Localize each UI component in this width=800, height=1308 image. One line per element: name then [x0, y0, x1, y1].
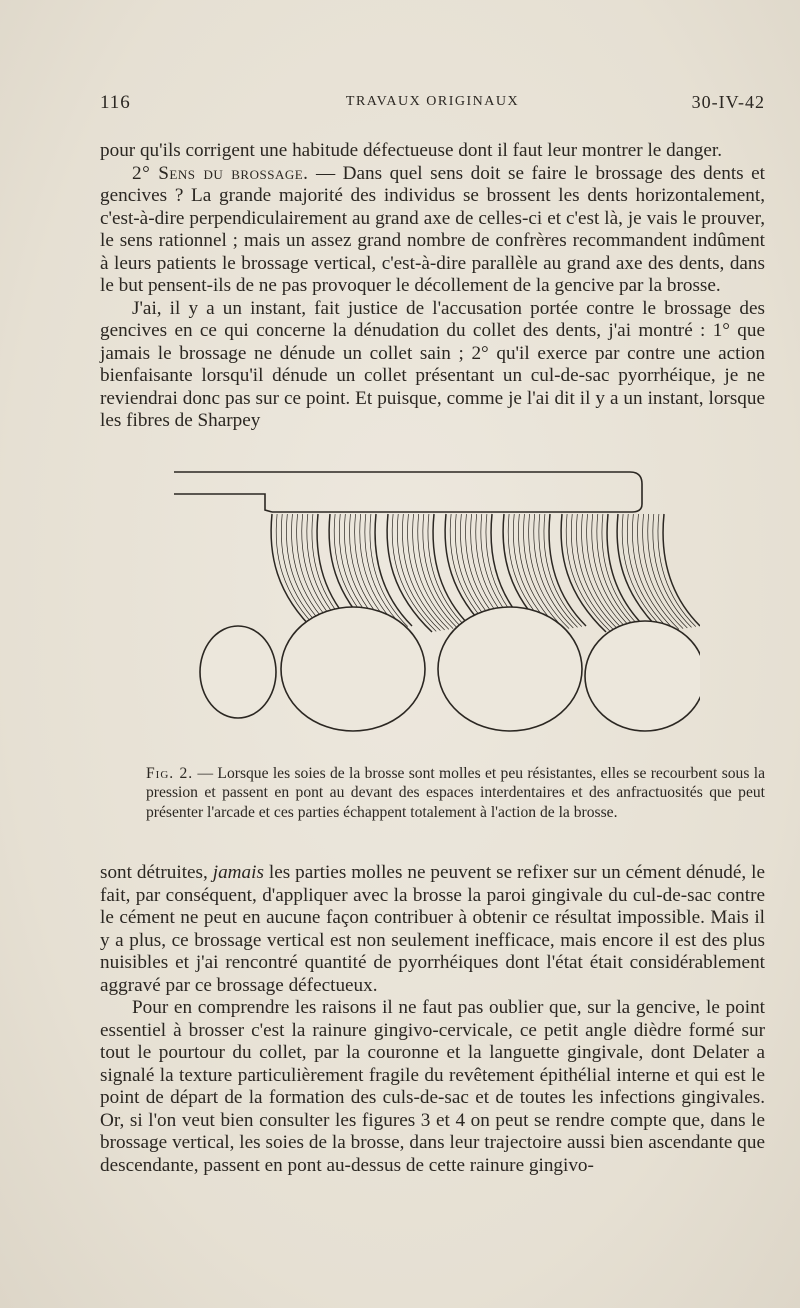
section-heading: 2° Sens du brossage. — [132, 162, 309, 184]
toothbrush-drawing — [160, 464, 700, 754]
issue-date: 30-IV-42 — [691, 92, 765, 112]
caption-body: — Lorsque les soies de la brosse sont molles et peu résistantes, elles se recourbent sous la pression et passent en pont au devant des espaces interdentaires et des anfractuosités que peut présenter l'arcade et ces parties échappent totalement à l'action de la brosse. — [146, 765, 765, 821]
figure-label: Fig. 2. — [146, 765, 194, 782]
bristle-tuft — [387, 514, 470, 632]
tooth-3 — [438, 607, 582, 731]
paragraph-5: Pour en comprendre les raisons il ne faut pas oublier que, sur la gencive, le point essentiel à brosser c'est la rainure gingivo-cervicale, ce petit angle dièdre formé sur tout le pourtour du collet, par la couronne et la languette gingivale, dont Delater a signalé la texture particulièrement fragile du revêtement épithélial interne et qui est le point de départ de la formation des culs-de-sac et de toutes les infections gingivales. Or, si l'on veut bien consulter les figures 3 et 4 on peut se rendre compte que, dans le brossage vertical, les soies de la brosse, dans leur trajectoire aussi bien ascendante que descendante, passent en pont au-dessus de cette rainure gingivo- — [100, 997, 765, 1176]
paragraph-2-text: — Dans quel sens doit se faire le brossage des dents et gencives ? La grande majorité des individus se brossent les dents horizontalement, c'est-à-dire perpendiculairement au grand axe de celles-ci et c'est là, je vais le prouver, le sens rationnel ; mais un assez grand nombre de confrères recommandent indûment à leurs patients le brossage vertical, c'est-à-dire parallèle au grand axe des dents, dans le but pensent-ils de ne pas provoquer le décollement de la gencive par la brosse. — [100, 162, 765, 296]
page-number: 116 — [100, 92, 131, 113]
figure-caption — [100, 764, 765, 822]
body-text-bottom — [100, 862, 765, 1177]
paragraph-4-start: sont détruites, — [100, 862, 213, 883]
brush-handle — [174, 472, 642, 512]
caption-text — [100, 764, 765, 822]
paragraph-2 — [100, 163, 765, 298]
paragraph-4 — [100, 862, 765, 997]
tooth-1 — [200, 626, 276, 718]
emphasis-jamais: jamais — [212, 862, 264, 883]
paragraph-4-rest: les parties molles ne peuvent se refixer sur un cément dénudé, le fait, par conséquent, d'appliquer avec la brosse la paroi gingivale du cul-de-sac contre le cément ne peut en aucune façon contribuer à obtenir ce résultat impossible. Mais il y a plus, ce brossage vertical est non seulement inefficace, mais encore il est des plus nuisibles et j'ai rencontré quantité de pyorrhéiques dont l'état était considérablement aggravé par ce brossage défectueux. — [100, 862, 765, 996]
body-text-top — [100, 140, 765, 433]
running-head — [100, 92, 765, 116]
paragraph-3: J'ai, il y a un instant, fait justice de l'accusation portée contre le brossage des gencives en ce qui concerne la dénudation du collet des dents, j'ai montré : 1° que jamais le brossage ne dénude un collet sain ; 2° qu'il exerce par contre une action bienfaisante lorsqu'il dénude un collet présentant un cul-de-sac pyorrhéique, je ne reviendrai donc pas sur ce point. Et puisque, comme je l'ai dit il y a un instant, lorsque les fibres de Sharpey — [100, 297, 765, 431]
bristle-tuft — [561, 514, 644, 632]
paragraph-1: pour qu'ils corrigent une habitude défectueuse dont il faut leur montrer le danger. — [100, 140, 723, 161]
tooth-4 — [585, 621, 700, 731]
journal-title: TRAVAUX ORIGINAUX — [345, 94, 520, 109]
tooth-2 — [281, 607, 425, 731]
bristle-tuft — [617, 514, 700, 632]
figure-toothbrush-illustration — [160, 464, 700, 754]
